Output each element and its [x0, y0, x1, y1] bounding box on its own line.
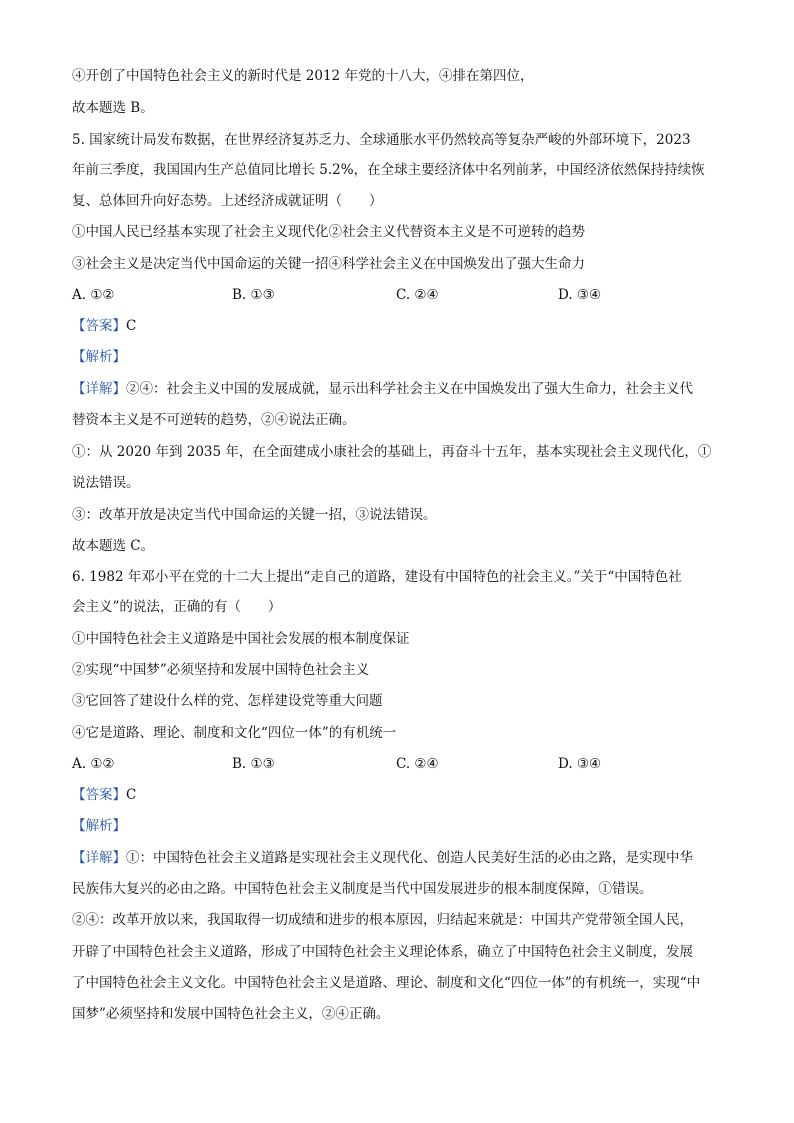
q5-stem-line-3: 复、总体回升向好态势。上述经济成就证明（ ） — [72, 193, 383, 209]
answer-value: C — [126, 787, 137, 803]
q5-answer — [72, 316, 136, 336]
q6-statement-1: ①中国特色社会主义道路是中国社会发展的根本制度保证 — [72, 631, 410, 647]
q6-option-c: C. ②④ — [396, 756, 439, 772]
q5-option-c: C. ②④ — [396, 287, 439, 303]
q6-option-b: B. ①③ — [232, 756, 275, 772]
q6-answer — [72, 785, 136, 805]
q5-option-b: B. ①③ — [232, 287, 275, 303]
q6-stem-line-1: 6. 1982 年邓小平在党的十二大上提出“走自己的道路，建设有中国特色的社会主义。”关于“中国特色社 — [72, 569, 682, 585]
q6-detail-line-6: 国梦”必须坚持和发展中国特色社会主义，②④正确。 — [72, 1006, 390, 1022]
q5-detail-line-1: 【详解】②④：社会主义中国的发展成就，显示出科学社会主义在中国焕发出了强大生命力，社会主义代 — [72, 381, 693, 397]
q5-conclusion: 故本题选 C。 — [72, 538, 155, 554]
q4-explanation-line: ④开创了中国特色社会主义的新时代是 2012 年党的十八大，④排在第四位， — [72, 68, 534, 84]
q6-analysis-tag: 【解析】 — [72, 818, 126, 834]
q5-statement-1: ①中国人民已经基本实现了社会主义现代化②社会主义代替资本主义是不可逆转的趋势 — [72, 224, 585, 240]
q6-detail-line-4: 开辟了中国特色社会主义道路，形成了中国特色社会主义理论体系，确立了中国特色社会主义制度，发展 — [72, 944, 693, 960]
q5-option-a: A. ①② — [72, 287, 115, 303]
q6-detail-line-2: 民族伟大复兴的必由之路。中国特色社会主义制度是当代中国发展进步的根本制度保障，①错误。 — [72, 881, 653, 897]
q6-option-d: D. ③④ — [558, 756, 602, 772]
q6-statement-4: ④它是道路、理论、制度和文化“四位一体”的有机统一 — [72, 725, 397, 741]
answer-tag: 【答案】 — [72, 318, 126, 334]
q5-analysis-tag: 【解析】 — [72, 349, 126, 365]
q4-conclusion: 故本题选 B。 — [72, 100, 154, 116]
q6-detail-line-1: 【详解】①：中国特色社会主义道路是实现社会主义现代化、创造人民美好生活的必由之路，是实现中华 — [72, 850, 693, 866]
q5-stem-line-2: 年前三季度，我国国内生产总值同比增长 5.2%，在全球主要经济体中名列前茅，中国经济依然保持持续恢 — [72, 162, 705, 178]
q5-option-d: D. ③④ — [558, 287, 602, 303]
q5-statement-2: ③社会主义是决定当代中国命运的关键一招④科学社会主义在中国焕发出了强大生命力 — [72, 256, 585, 272]
q5-detail-line-4: 说法错误。 — [72, 475, 140, 491]
q5-detail-line-3: ①：从 2020 年到 2035 年，在全面建成小康社会的基础上，再奋斗十五年，基本实现社会主义现代化，① — [72, 444, 712, 460]
answer-value: C — [126, 318, 137, 334]
q5-detail-line-5: ③：改革开放是决定当代中国命运的关键一招，③说法错误。 — [72, 507, 437, 523]
q6-statement-2: ②实现“中国梦”必须坚持和发展中国特色社会主义 — [72, 662, 370, 678]
detail-tag: 【详解】 — [72, 381, 126, 397]
q5-detail-line-2: 替资本主义是不可逆转的趋势，②④说法正确。 — [72, 412, 356, 428]
answer-tag: 【答案】 — [72, 787, 126, 803]
q6-detail-line-3: ②④：改革开放以来，我国取得一切成绩和进步的根本原因，归结起来就是：中国共产党带领全国人民， — [72, 912, 693, 928]
q5-stem-line-1: 5. 国家统计局发布数据，在世界经济复苏乏力、全球通胀水平仍然较高等复杂严峻的外部环境下，2023 — [72, 132, 691, 148]
q6-option-a: A. ①② — [72, 756, 115, 772]
q6-detail-line-5: 了中国特色社会主义文化。中国特色社会主义是道路、理论、制度和文化“四位一体”的有机统一，实现“中 — [72, 975, 701, 991]
detail-tag: 【详解】 — [72, 850, 126, 866]
q6-stem-line-2: 会主义”的说法，正确的有（ ） — [72, 599, 282, 615]
q6-statement-3: ③它回答了建设什么样的党、怎样建设党等重大问题 — [72, 693, 383, 709]
